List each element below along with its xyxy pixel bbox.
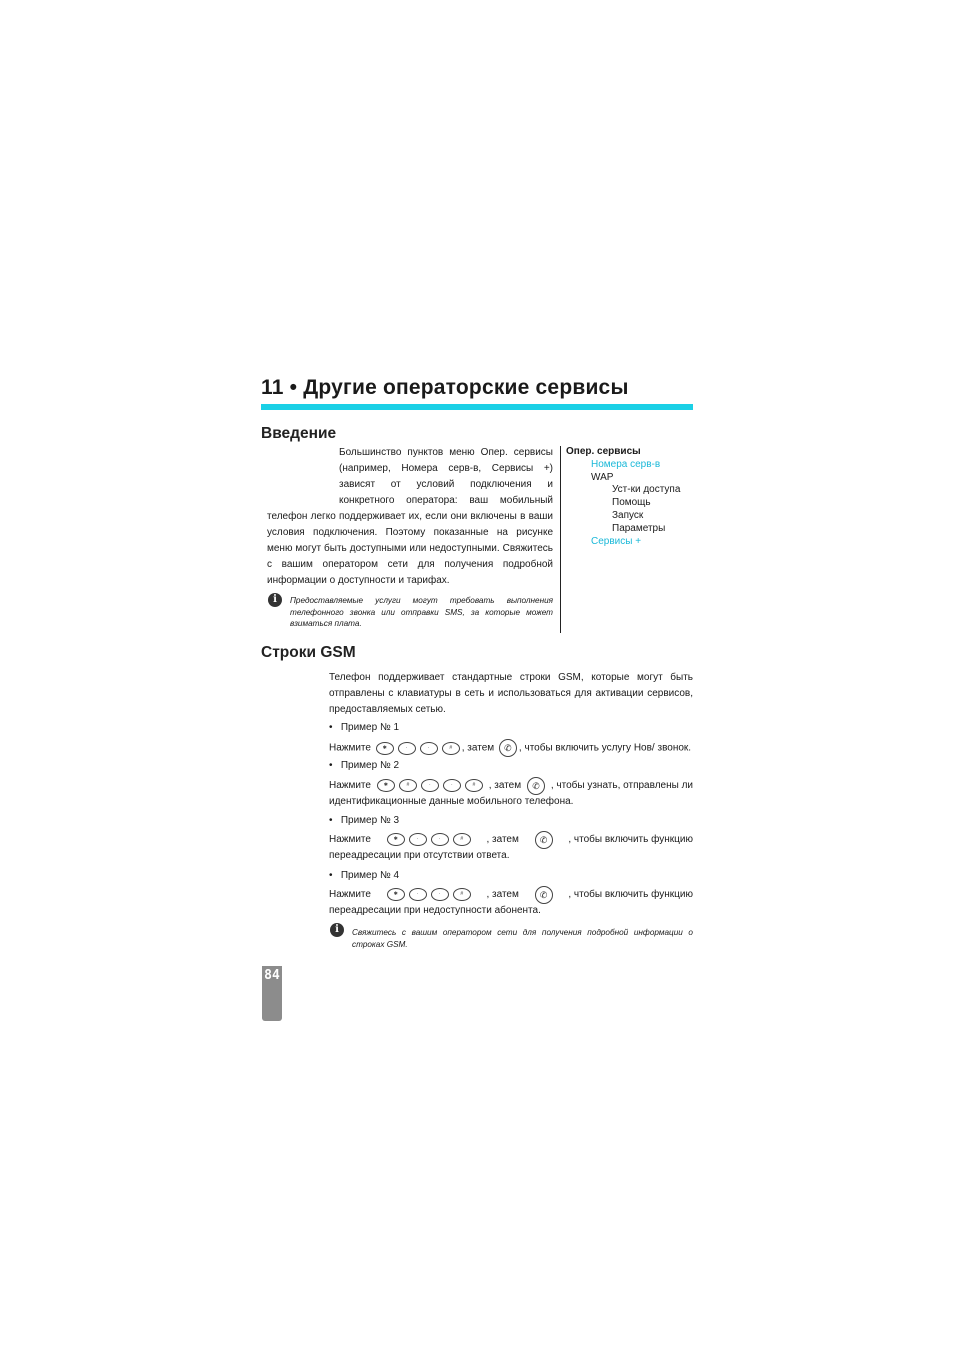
then-text: , затем bbox=[486, 889, 519, 900]
note-line: строках GSM. bbox=[352, 939, 408, 949]
example-3-line2: переадресации при отсутствии ответа. bbox=[329, 850, 510, 861]
call-key-icon: ✆ bbox=[535, 831, 553, 849]
example-4-line bbox=[329, 887, 693, 903]
star-key-icon: ✱ bbox=[377, 779, 395, 792]
info-icon: i bbox=[330, 923, 344, 937]
example-label: Пример № 2 bbox=[340, 760, 400, 771]
intro-full-text bbox=[267, 509, 553, 589]
note-line: телефонного звонка или отправки SMS, за которые может bbox=[290, 607, 553, 617]
then-text: , затем bbox=[488, 780, 522, 791]
example-4-label: • Пример № 4 bbox=[329, 870, 400, 881]
digit-key-icon: · bbox=[431, 888, 449, 901]
intro-line: Большинство пунктов меню Опер. сервисы bbox=[339, 447, 553, 458]
gsm-intro-line: Телефон поддерживает стандартные строки GSM, которые могут быть bbox=[329, 672, 693, 683]
press-text: Нажмите bbox=[329, 834, 371, 845]
info-icon: i bbox=[268, 593, 282, 607]
star-key-icon: ✱ bbox=[387, 833, 405, 846]
example-2-line bbox=[329, 778, 693, 794]
press-text: Нажмите bbox=[329, 889, 371, 900]
example-label: Пример № 4 bbox=[340, 870, 400, 881]
hash-key-icon: # bbox=[442, 742, 460, 755]
menu-root: Опер. сервисы bbox=[566, 446, 641, 457]
chapter-rule bbox=[261, 404, 693, 410]
intro-line: условия подключения. Поэтому показанные на рисунке bbox=[267, 527, 553, 538]
example-2-label: • Пример № 2 bbox=[329, 760, 400, 771]
press-text: Нажмите bbox=[329, 780, 371, 791]
intro-note bbox=[290, 595, 553, 630]
note-line: взиматься плата. bbox=[290, 619, 362, 628]
gsm-note bbox=[352, 927, 693, 950]
intro-line: телефон легко поддерживает их, если они включены в ваши bbox=[267, 511, 553, 522]
example-4-line2: переадресации при недоступности абонента. bbox=[329, 905, 541, 916]
example-1-line bbox=[329, 739, 691, 755]
digit-key-icon: · bbox=[443, 779, 461, 792]
example-label: Пример № 3 bbox=[340, 815, 400, 826]
menu-item-service-numbers: Номера серв-в bbox=[591, 458, 661, 470]
star-key-icon: ✱ bbox=[376, 742, 394, 755]
page-number: 84 bbox=[264, 968, 280, 983]
digit-key-icon: · bbox=[431, 833, 449, 846]
column-divider bbox=[560, 446, 561, 633]
hash-key-icon: # bbox=[453, 888, 471, 901]
call-key-icon: ✆ bbox=[527, 777, 545, 795]
hash-key-icon: # bbox=[465, 779, 483, 792]
call-key-icon: ✆ bbox=[499, 739, 517, 757]
hash-key-icon: # bbox=[453, 833, 471, 846]
press-text: Нажмите bbox=[329, 742, 371, 754]
then-text: , затем bbox=[461, 742, 495, 754]
chapter-title: 11 • Другие операторские сервисы bbox=[261, 376, 629, 399]
example-2-line2: идентификационные данные мобильного телефона. bbox=[329, 796, 574, 807]
call-key-icon: ✆ bbox=[535, 886, 553, 904]
intro-line: меню могут быть доступными или недоступными. Свяжитесь bbox=[267, 543, 553, 554]
intro-heading: Введение bbox=[261, 425, 337, 442]
menu-subitem-help: Помощь bbox=[612, 497, 651, 509]
menu-subitem-launch: Запуск bbox=[612, 509, 644, 521]
digit-key-icon: · bbox=[409, 833, 427, 846]
intro-line: конкретного оператора: ваш мобильный bbox=[339, 495, 553, 506]
digit-key-icon: · bbox=[421, 779, 439, 792]
example-tail: , чтобы узнать, отправлены ли bbox=[550, 780, 693, 791]
intro-wrapped-text bbox=[339, 445, 553, 509]
example-3-label: • Пример № 3 bbox=[329, 815, 400, 826]
digit-key-icon: · bbox=[420, 742, 438, 755]
menu-subitem-params: Параметры bbox=[612, 522, 666, 534]
intro-line: (например, Номера серв-в, Сервисы +) bbox=[339, 463, 553, 474]
example-tail: , чтобы включить функцию bbox=[568, 889, 693, 900]
example-1-label: • Пример № 1 bbox=[329, 722, 400, 733]
note-line: Предоставляемые услуги могут требовать выполнения bbox=[290, 596, 553, 605]
note-line: Свяжитесь с вашим оператором сети для получения подробной информации о bbox=[352, 928, 693, 937]
hash-key-icon: # bbox=[399, 779, 417, 792]
gsm-intro-line: предоставляемых сетью. bbox=[329, 704, 446, 715]
gsm-intro-line: отправлены с клавиатуры в сеть и использоваться для активации сервисов, bbox=[329, 688, 693, 699]
digit-key-icon: · bbox=[398, 742, 416, 755]
example-tail: , чтобы включить функцию bbox=[568, 834, 693, 845]
intro-line: информации о доступности и тарифах. bbox=[267, 575, 450, 586]
digit-key-icon: · bbox=[409, 888, 427, 901]
star-key-icon: ✱ bbox=[387, 888, 405, 901]
intro-line: с вашим оператором сети для получения подробной bbox=[267, 559, 553, 570]
then-text: , затем bbox=[486, 834, 519, 845]
menu-tree bbox=[566, 446, 680, 548]
example-label: Пример № 1 bbox=[340, 722, 400, 733]
menu-item-wap: WAP bbox=[591, 471, 614, 483]
example-tail: , чтобы включить услугу Нов/ звонок. bbox=[518, 742, 692, 754]
menu-item-services-plus: Сервисы + bbox=[591, 535, 642, 547]
gsm-heading: Строки GSM bbox=[261, 644, 356, 661]
gsm-intro bbox=[329, 670, 693, 718]
example-3-line bbox=[329, 832, 693, 848]
menu-subitem-access: Уст-ки доступа bbox=[612, 484, 681, 496]
intro-line: зависят от условий подключения и bbox=[339, 479, 553, 490]
